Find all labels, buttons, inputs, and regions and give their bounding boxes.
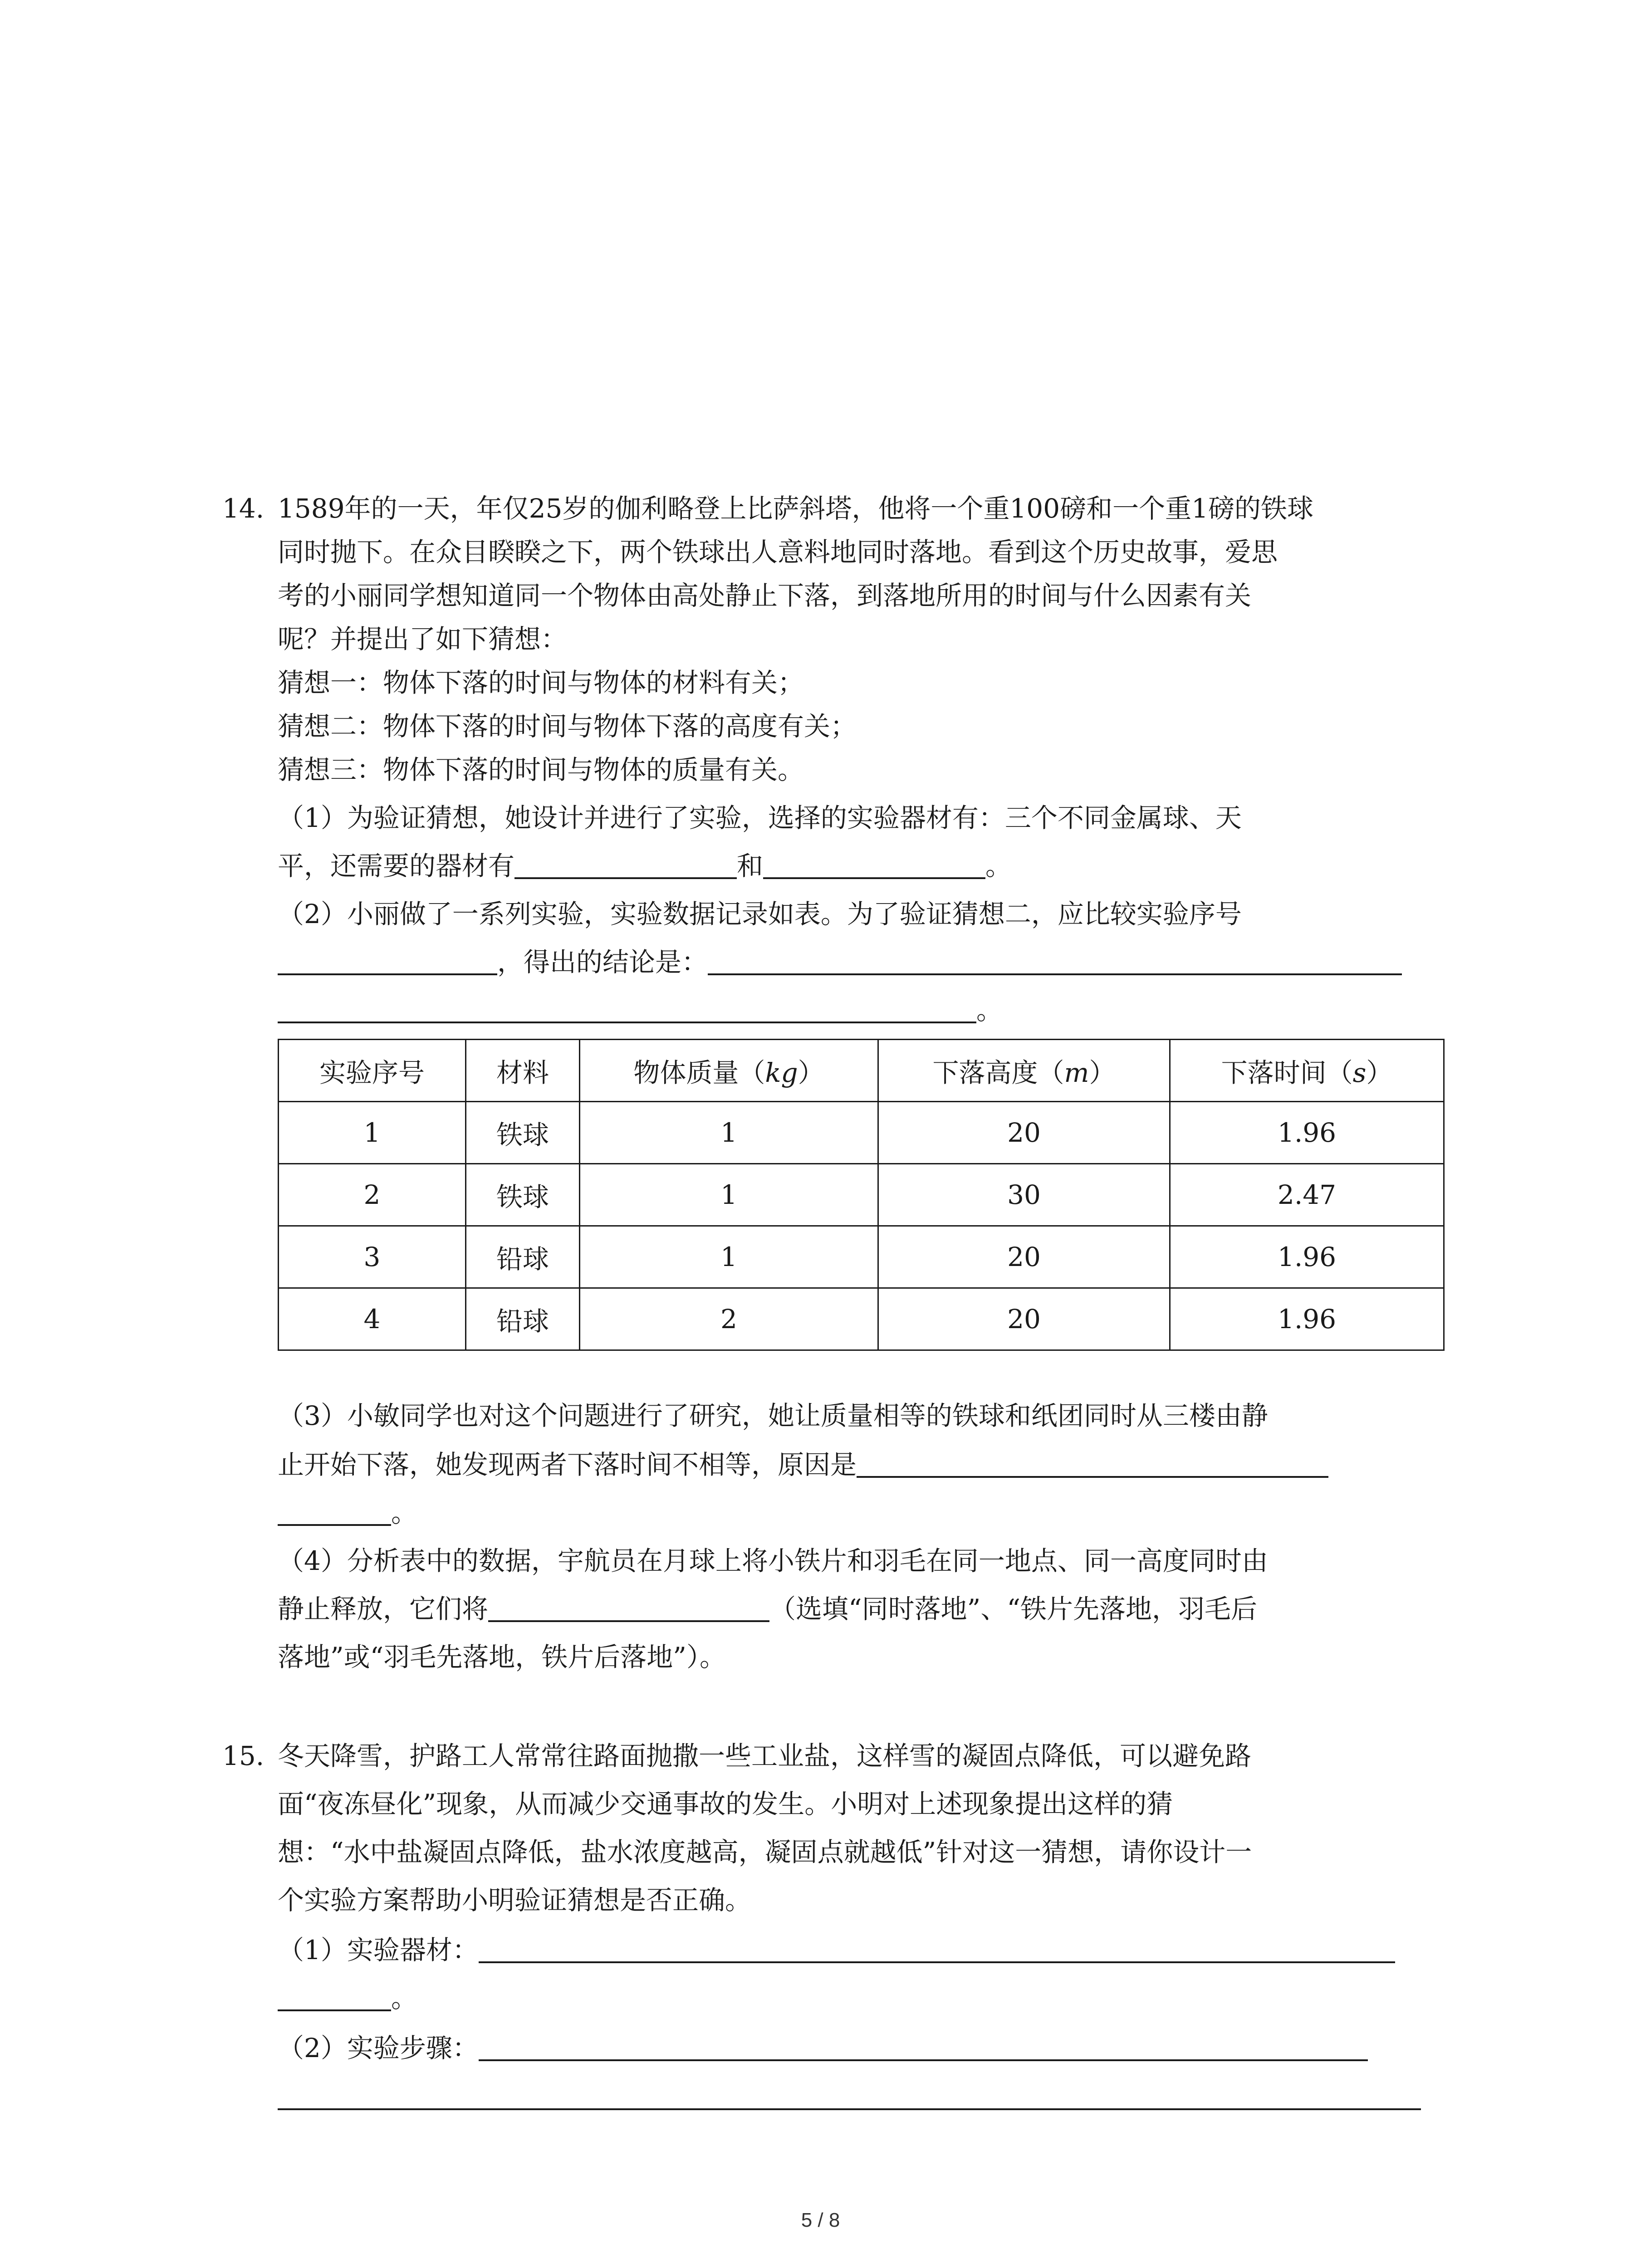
- cell-experiment-no: 3: [279, 1226, 466, 1288]
- cell-experiment-no: 2: [279, 1164, 466, 1226]
- q14-part4-line1: （4）分析表中的数据，宇航员在月球上将小铁片和羽毛在同一地点、同一高度同时由: [278, 1545, 1268, 1576]
- table-row: [279, 1102, 1444, 1164]
- header-time: [1170, 1040, 1444, 1102]
- q15-part1-cont: [278, 1983, 418, 2014]
- q14-text-line-3: 考的小丽同学想知道同一个物体由高处静止下落，到落地所用的时间与什么因素有关: [278, 580, 1252, 611]
- answer-blank-experiment-numbers[interactable]: [278, 949, 497, 975]
- experiment-data-table: [278, 1039, 1445, 1351]
- q14-part4-prompt: 静止释放，它们将: [278, 1593, 489, 1624]
- header-time-unit: s: [1352, 1057, 1367, 1088]
- q14-text-line-2: 同时抛下。在众目睽睽之下，两个铁球出人意料地同时落地。看到这个历史故事，爱思: [278, 537, 1278, 567]
- header-experiment-no: 实验序号: [279, 1040, 466, 1102]
- q14-part2-conclusion-prompt: ，得出的结论是：: [497, 947, 708, 978]
- answer-blank-reason-cont[interactable]: [278, 1500, 391, 1526]
- q15-text-line-2: 面“夜冻昼化”现象，从而减少交通事故的发生。小明对上述现象提出这样的猜: [278, 1789, 1173, 1819]
- q14-text-line-4: 呢？并提出了如下猜想：: [278, 624, 568, 655]
- answer-blank-reason[interactable]: [857, 1452, 1328, 1478]
- question-14-number: 14.: [222, 493, 265, 524]
- question-15-number: 15.: [222, 1740, 265, 1771]
- header-height: [878, 1040, 1170, 1102]
- q14-part3-end: 。: [391, 1497, 418, 1528]
- answer-blank-materials[interactable]: [479, 1937, 1395, 1963]
- header-height-unit: m: [1064, 1057, 1089, 1088]
- table-row: [279, 1288, 1444, 1350]
- table-row: [279, 1164, 1444, 1226]
- cell-material: 铅球: [466, 1288, 580, 1350]
- cell-mass: 1: [580, 1164, 878, 1226]
- cell-height: 20: [878, 1288, 1170, 1350]
- cell-height: 20: [878, 1226, 1170, 1288]
- header-height-close: ）: [1089, 1057, 1116, 1088]
- q15-text-line-1: 冬天降雪，护路工人常常往路面抛撒一些工业盐，这样雪的凝固点降低，可以避免路: [278, 1740, 1252, 1771]
- q14-part3-line1: （3）小敏同学也对这个问题进行了研究，她让质量相等的铁球和纸团同时从三楼由静: [278, 1400, 1268, 1431]
- header-mass-label: 物体质量（: [633, 1057, 765, 1088]
- q14-part1-and: 和: [737, 850, 764, 881]
- cell-height: 30: [878, 1164, 1170, 1226]
- cell-material: 铁球: [466, 1164, 580, 1226]
- q15-steps-prompt: （2）实验步骤：: [278, 2033, 479, 2063]
- hypothesis-3: 猜想三：物体下落的时间与物体的质量有关。: [278, 754, 804, 785]
- q15-text-line-3: 想：“水中盐凝固点降低，盐水浓度越高，凝固点就越低”针对这一猜想，请你设计一: [278, 1837, 1252, 1867]
- cell-material: 铅球: [466, 1226, 580, 1288]
- header-time-label: 下落时间（: [1221, 1057, 1353, 1088]
- q15-part2: [278, 2035, 1368, 2061]
- header-time-close: ）: [1366, 1057, 1393, 1088]
- q14-part2-line3: [278, 995, 1003, 1026]
- answer-blank-steps-cont[interactable]: [278, 2084, 1421, 2110]
- answer-blank-equipment-2[interactable]: [763, 853, 985, 879]
- answer-blank-materials-cont[interactable]: [278, 1985, 391, 2011]
- q15-part1-end: 。: [391, 1983, 418, 2014]
- answer-blank-equipment-1[interactable]: [514, 853, 737, 879]
- cell-mass: 1: [580, 1226, 878, 1288]
- answer-blank-conclusion-cont[interactable]: [278, 997, 976, 1023]
- hypothesis-1: 猜想一：物体下落的时间与物体的材料有关；: [278, 667, 804, 698]
- q15-materials-prompt: （1）实验器材：: [278, 1935, 479, 1965]
- q15-part2-cont: [278, 2084, 1421, 2110]
- table-header-row: [279, 1040, 1444, 1102]
- q14-part2-end: 。: [976, 995, 1003, 1026]
- q14-part2-line2: [278, 947, 1402, 978]
- answer-blank-steps[interactable]: [479, 2035, 1368, 2061]
- cell-time: 1.96: [1170, 1102, 1444, 1164]
- answer-blank-conclusion[interactable]: [708, 949, 1402, 975]
- cell-experiment-no: 4: [279, 1288, 466, 1350]
- cell-mass: 2: [580, 1288, 878, 1350]
- q14-part1-line2: [278, 850, 1012, 881]
- q14-part2-line1: （2）小丽做了一系列实验，实验数据记录如表。为了验证猜想二，应比较实验序号: [278, 899, 1242, 929]
- header-height-label: 下落高度（: [932, 1057, 1064, 1088]
- q15-text-line-4: 个实验方案帮助小明验证猜想是否正确。: [278, 1885, 752, 1916]
- q14-part1-line1: （1）为验证猜想，她设计并进行了实验，选择的实验器材有：三个不同金属球、天: [278, 802, 1242, 833]
- q14-part1-end: 。: [985, 850, 1012, 881]
- q14-part1-prompt: 平，还需要的器材有: [278, 850, 515, 881]
- header-material: 材料: [466, 1040, 580, 1102]
- q14-text-line-1: 1589年的一天，年仅25岁的伽利略登上比萨斜塔，他将一个重100磅和一个重1磅的铁球: [278, 493, 1314, 524]
- q14-part4-line2: [278, 1593, 1257, 1624]
- header-mass: [580, 1040, 878, 1102]
- header-mass-unit: kg: [765, 1057, 798, 1088]
- q15-part1: [278, 1937, 1395, 1963]
- q14-part3-line3: [278, 1497, 418, 1528]
- cell-height: 20: [878, 1102, 1170, 1164]
- table-row: [279, 1226, 1444, 1288]
- q14-part4-line3: 落地”或“羽毛先落地，铁片后落地”）。: [278, 1642, 726, 1672]
- cell-time: 1.96: [1170, 1226, 1444, 1288]
- cell-experiment-no: 1: [279, 1102, 466, 1164]
- cell-mass: 1: [580, 1102, 878, 1164]
- q14-part4-options: （选填“同时落地”、“铁片先落地，羽毛后: [769, 1593, 1257, 1624]
- header-mass-close: ）: [798, 1057, 824, 1088]
- q14-part3-line2: [278, 1449, 1328, 1480]
- hypothesis-2: 猜想二：物体下落的时间与物体下落的高度有关；: [278, 711, 857, 742]
- cell-time: 1.96: [1170, 1288, 1444, 1350]
- answer-blank-landing[interactable]: [488, 1596, 769, 1622]
- cell-time: 2.47: [1170, 1164, 1444, 1226]
- cell-material: 铁球: [466, 1102, 580, 1164]
- q14-part3-prompt: 止开始下落，她发现两者下落时间不相等，原因是: [278, 1449, 857, 1480]
- page-number: 5 / 8: [801, 2209, 840, 2231]
